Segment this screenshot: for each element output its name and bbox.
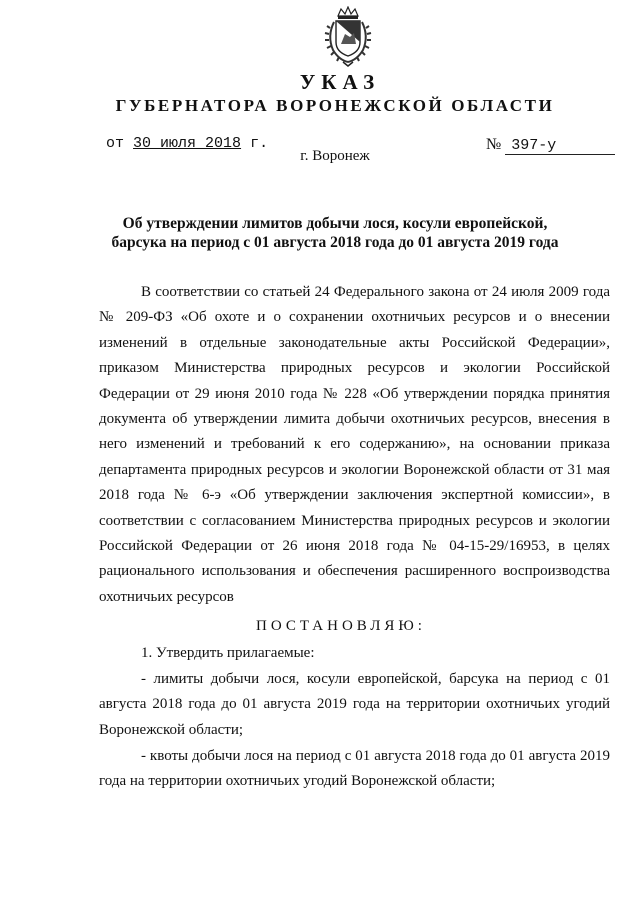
list-item: 1. Утвердить прилагаемые:: [141, 645, 315, 661]
date-suffix: г.: [250, 135, 269, 152]
list-item: - лимиты добычи лося, косули европейской, барсука на период с 01 августа 2018 года до 01 августа 2019 года на территории охотничьих угодий Воронежской области;: [99, 671, 610, 738]
decree-keyword: ПОСТАНОВЛЯЮ:: [256, 618, 426, 634]
document-issuer: ГУБЕРНАТОРА ВОРОНЕЖСКОЙ ОБЛАСТИ: [115, 96, 555, 115]
date-prefix: от: [106, 135, 125, 152]
decree-subject: Об утверждении лимитов добычи лося, косули европейской, барсука на период с 01 августа 2018 года до 01 августа 2019 года: [111, 215, 559, 251]
date-value: 30 июля 2018: [133, 135, 242, 152]
document-title: УКАЗ: [299, 70, 381, 94]
list-item: - квоты добычи лося на период с 01 августа 2018 года до 01 августа 2019 года на территории охотничьих угодий Воронежской области;: [99, 748, 610, 790]
issue-city: г. Воронеж: [300, 148, 370, 164]
number-value: 397-у: [505, 137, 615, 155]
number-sign: №: [486, 136, 502, 153]
preamble-paragraph: В соответствии со статьей 24 Федерального закона от 24 июля 2009 года № 209-ФЗ «Об охоте и о сохранении охотничьих ресурсов и о внесении изменений в отдельные законодательные акты Российской Федерации», приказом Министерства природных ресурсов и экологии Российской Федерации от 29 июня 2010 года № 228 «Об утверждении порядка принятия документа об утверждении лимита добычи охотничьих ресурсов, внесения в него изменений и требований к его содержанию», на основании приказа департамента природных ресурсов и экологии Воронежской области от 31 мая 2018 года № 6-э «Об утверждении заключения экспертной комиссии», в соответствии с согласованием Министерства природных ресурсов и экологии Российской Федерации от 26 июня 2018 года № 04-15-29/16953, в целях рационального использования и обеспечения расширенного воспроизводства охотничьих ресурсов: [99, 284, 610, 605]
voronezh-coat-of-arms-icon: [323, 6, 373, 68]
